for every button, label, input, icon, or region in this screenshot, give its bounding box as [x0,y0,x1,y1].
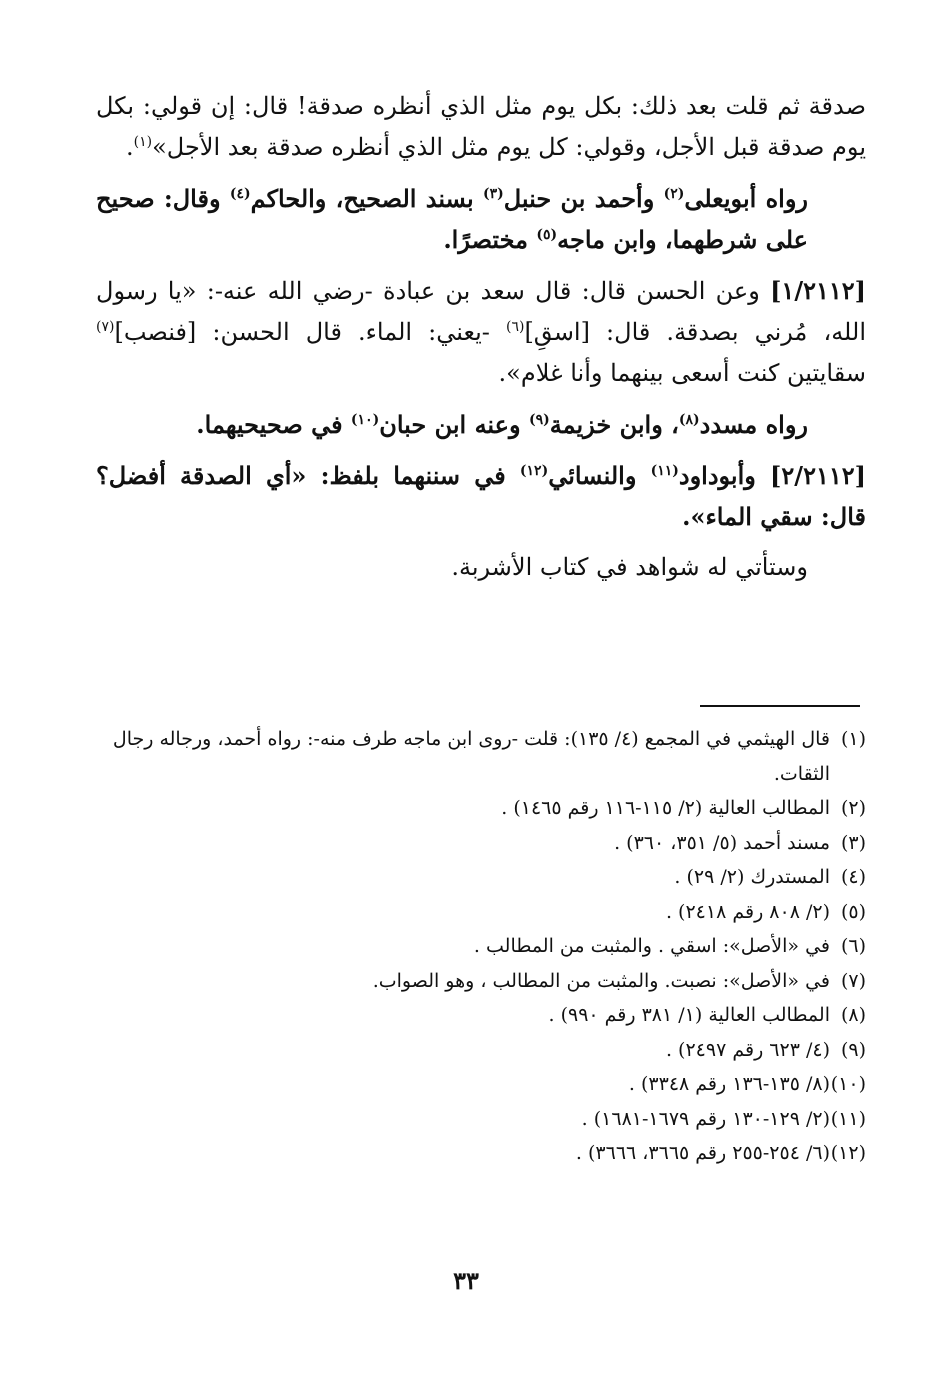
footnote-number: (٣) [840,831,866,854]
footnote-ref: (١٠) [350,412,380,428]
footnote-ref: (٥) [536,227,558,243]
paragraph-text: سقايتين كنت أسعى بينهما وأنا غلام». [498,359,866,387]
footnote-separator [700,705,860,707]
footnote-text: (٦/ ٢٥٤-٢٥٥ رقم ٣٦٦٥، ٣٦٦٦) . [575,1142,830,1164]
paragraph-text: في صحيحيهما. [196,410,351,439]
footnote-number: (٨) [840,1004,866,1026]
footnote-text: في «الأصل»: اسقي . والمثبت من المطالب . [473,935,830,957]
footnote [96,826,866,861]
footnote-ref: (١) [133,134,153,150]
footnote-number: (٩) [840,1038,866,1061]
footnote-text: المطالب العالية (٢/ ١١٥-١١٦ رقم ١٤٦٥) . [501,797,830,819]
footnote-number: (١٢) [830,1142,866,1164]
footnote [96,929,866,964]
footnote-ref: (٢) [663,186,685,202]
footnote [96,860,866,895]
paragraph-text: . [125,133,134,161]
footnote-ref: (١١) [650,463,679,479]
paragraph-text: -يعني: الماء. قال الحسن: [فنصب] [114,318,506,346]
paragraph-takhrij [96,178,866,260]
footnote-text: المطالب العالية (١/ ٣٨١ رقم ٩٩٠) . [548,1004,830,1026]
paragraph-text: في سننهما بلفظ: «أي الصدقة أفضل؟ قال: سقي الماء». [96,461,866,531]
footnote-ref: (٣) [482,186,504,202]
paragraph-text: وعنه ابن حبان [379,410,529,439]
paragraph-text: ، وابن خزيمة [549,410,679,439]
paragraph-hadith [96,270,866,394]
footnote-ref: (٩) [528,412,550,428]
paragraph-takhrij [96,404,866,445]
footnote-text: (٢/ ١٢٩-١٣٠ رقم ١٦٧٩-١٦٨١) . [581,1107,830,1130]
footnote-ref: (٦) [505,319,525,335]
footnote-ref: (٨) [678,412,700,428]
paragraph-text: وعن الحسن قال: قال سعد بن عبادة -رضي الله عنه-: «يا رسول الله، مُرني بصدقة. قال: [اسقِ] [96,277,866,346]
footnote-number: (٢) [840,797,866,819]
footnote-number: (١١) [830,1107,866,1130]
footnote-ref: (١٢) [519,463,549,479]
footnote [96,722,866,791]
footnote-ref: (٧) [96,319,115,335]
paragraph-text: وقال: صحيح على شرطهما، وابن ماجه [96,184,808,254]
paragraph-text: وأبوداود [678,461,771,490]
footnote-text: (٢/ ٨٠٨ رقم ٢٤١٨) . [665,900,830,923]
footnote [96,791,866,826]
footnote [96,895,866,930]
page-number: ٣٣ [453,1266,479,1295]
footnote [96,964,866,999]
paragraph-text: مختصرًا. [443,225,537,254]
footnote-number: (٧) [840,969,866,992]
footnote [96,1067,866,1102]
paragraph-text: وستأتي له شواهد في كتاب الأشربة. [451,553,808,581]
paragraph-text: بسند الصحيح، والحاكم [250,184,483,213]
footnote-number: (٦) [840,935,866,957]
footnote-number: (١) [840,728,866,750]
footnote-number: (٤) [840,866,866,888]
footnote [96,1102,866,1137]
paragraph-text: رواه أبويعلى [684,184,808,213]
paragraph-hadith-continuation [96,86,866,168]
footnote-ref: (٤) [229,186,251,202]
footnote [96,1033,866,1068]
footnote-text: (٨/ ١٣٥-١٣٦ رقم ٣٣٤٨) . [628,1073,830,1095]
footnote-text: في «الأصل»: نصبت. والمثبت من المطالب ، وهو الصواب. [372,969,830,992]
paragraph-hadith [96,455,866,537]
footnote-text: مسند أحمد (٥/ ٣٥١، ٣٦٠) . [614,831,830,854]
hadith-number: [١/٢١١٢] [770,276,866,305]
hadith-number: [٢/٢١١٢] [770,461,866,490]
footnotes [96,722,866,1171]
paragraph-text: والنسائي [548,461,651,490]
paragraph-text: رواه مسدد [699,410,808,439]
footnote [96,998,866,1033]
footnote-number: (٥) [840,900,866,923]
footnote-text: المستدرك (٢/ ٢٩) . [674,866,830,888]
footnote-number: (١٠) [830,1073,866,1095]
paragraph-text: وأحمد بن حنبل [503,184,664,213]
paragraph-text: صدقة ثم قلت بعد ذلك: بكل يوم مثل الذي أنظره صدقة! قال: إن قولي: بكل يوم صدقة قبل الأجل، وقولي: كل يوم مثل الذي أنظره صدقة بعد الأجل» [96,92,866,161]
footnote [96,1136,866,1171]
footnote-text: قال الهيثمي في المجمع (٤/ ١٣٥): قلت -روى ابن ماجه طرف منه-: رواه أحمد، ورجاله رجال الثقات. [112,728,830,785]
footnote-text: (٤/ ٦٢٣ رقم ٢٤٩٧) . [665,1038,830,1061]
main-text [96,86,866,598]
paragraph-note [96,547,866,588]
